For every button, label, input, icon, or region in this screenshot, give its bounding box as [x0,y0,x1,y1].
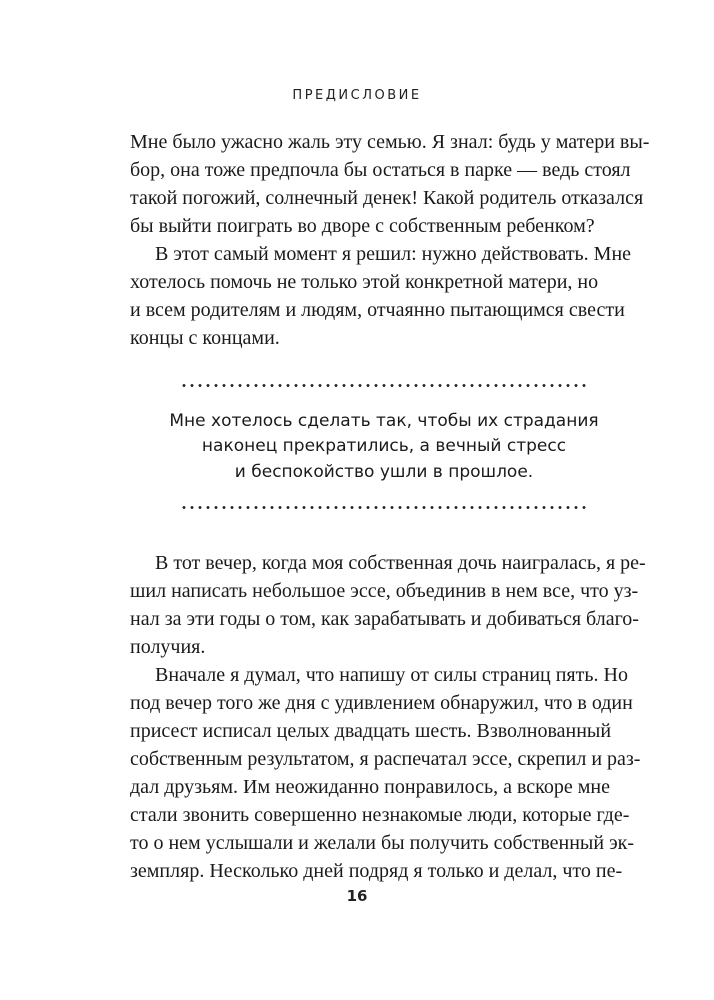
paragraph-4-line: присест исписал целых двадцать шесть. Взволнованный [130,720,612,742]
paragraph-3-line: нал за эти годы о том, как зарабатывать и добиваться благо- [130,608,639,630]
paragraph-3-line: В тот вечер, когда моя собственная дочь наигралась, я ре- [155,552,646,574]
paragraph-3-line: шил написать небольшое эссе, объединив в нем все, что уз- [130,580,639,602]
paragraph-4-line: под вечер того же дня с удивлением обнаружил, что в один [130,692,633,714]
paragraph-4-line: земпляр. Несколько дней подряд я только и делал, что пе- [130,860,623,882]
pull-quote-line: наконец прекратились, а вечный стресс [201,436,567,456]
paragraph-4-line: Вначале я думал, что напишу от силы страниц пять. Но [155,664,628,686]
paragraph-1-line: такой погожий, солнечный денек! Какой родитель отказался [130,187,644,209]
pull-quote-top-divider [180,384,588,387]
paragraph-1-line: бы выйти поиграть во дворе с собственным ребенком? [130,215,595,237]
page-number: 16 [346,887,368,905]
paragraph-4-line: то о нем услышали и желали бы получить собственный эк- [130,832,635,854]
paragraph-1-line: бор, она тоже предпочла бы остаться в парке — ведь стоял [130,159,631,181]
pull-quote-line: Мне хотелось сделать так, чтобы их страдания [169,411,599,431]
running-head: ПРЕДИСЛОВИЕ [292,88,422,103]
paragraph-4-line: дал друзьям. Им неожиданно понравилось, а вскоре мне [130,776,610,798]
paragraph-3-line: получия. [130,636,206,658]
paragraph-2-line: хотелось помочь не только этой конкретной матери, но [130,271,599,293]
paragraph-2-line: концы с концами. [130,327,280,349]
paragraph-1-line: Мне было ужасно жаль эту семью. Я знал: будь у матери вы- [130,131,650,153]
paragraph-2-line: В этот самый момент я решил: нужно действовать. Мне [155,243,632,265]
pull-quote-line: и беспокойство ушли в прошлое. [234,462,534,482]
paragraph-4-line: собственным результатом, я распечатал эссе, скрепил и раз- [130,748,641,770]
paragraph-2-line: и всем родителям и людям, отчаянно пытающимся свести [130,299,625,321]
pull-quote-bottom-divider [180,506,588,509]
paragraph-4-line: стали звонить совершенно незнакомые люди, которые где- [130,804,630,826]
